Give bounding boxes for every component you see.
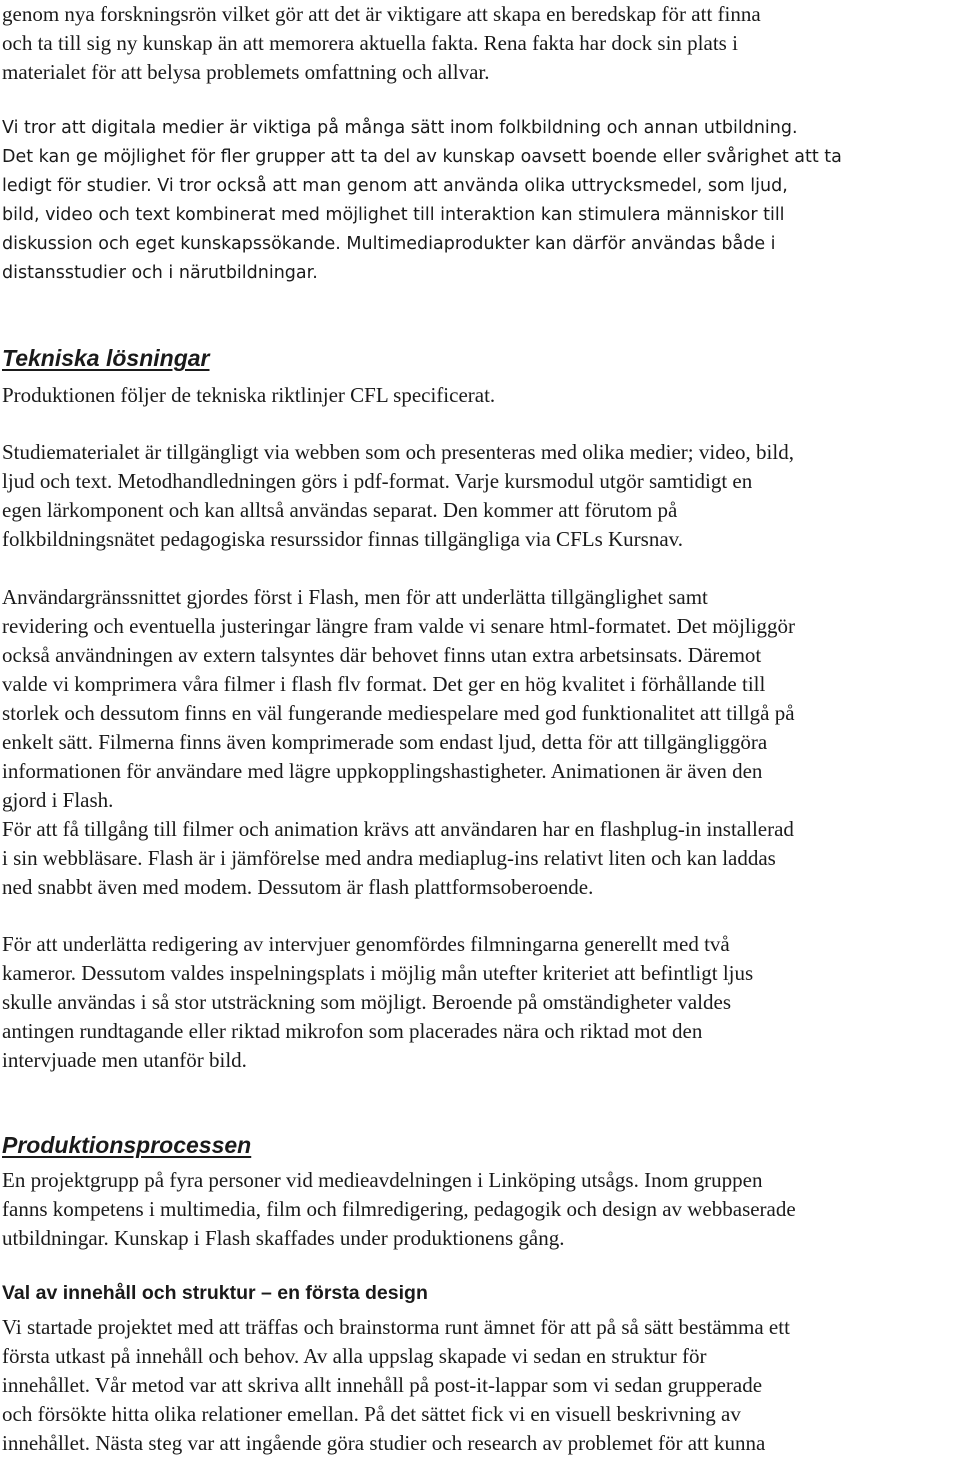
text-line: första utkast på innehåll och behov. Av alla uppslag skapade vi sedan en struktur för: [2, 1344, 707, 1368]
heading-val-av-innehall: Val av innehåll och struktur – en första design: [2, 1282, 428, 1304]
text-line: Användargränssnittet gjordes först i Flash, men för att underlätta tillgänglighet samt: [2, 585, 708, 609]
text-line: Vi startade projektet med att träffas och brainstorma runt ämnet för att på så sätt bestämma ett: [2, 1315, 790, 1339]
text-line: bild, video och text kombinerat med möjlighet till interaktion kan stimulera människor till: [2, 205, 785, 225]
text-line: informationen för användare med lägre uppkopplingshastigheter. Animationen är även den: [2, 759, 763, 783]
text-line: genom nya forskningsrön vilket gör att det är viktigare att skapa en beredskap för att finna: [2, 2, 761, 26]
paragraph-projektgrupp: [2, 1166, 960, 1253]
text-line: och försökte hitta olika relationer emellan. På det sättet fick vi en visuell beskrivning av: [2, 1402, 741, 1426]
paragraph-brainstorma: [2, 1313, 960, 1458]
text-line: ledigt för studier. Vi tror också att man genom att använda olika uttrycksmedel, som ljud,: [2, 176, 788, 196]
text-line: valde vi komprimera våra filmer i flash flv format. Det ger en hög kvalitet i förhållande till: [2, 672, 766, 696]
heading-tekniska-losningar: Tekniska lösningar: [2, 345, 210, 371]
text-line: gjord i Flash.: [2, 788, 114, 812]
text-line: folkbildningsnätet pedagogiska resurssidor finnas tillgängliga via CFLs Kursnav.: [2, 527, 684, 551]
text-line: i sin webbläsare. Flash är i jämförelse med andra mediaplug-ins relativt liten och kan laddas: [2, 846, 776, 870]
paragraph-anvandargranssnittet: [2, 583, 960, 902]
text-line: ljud och text. Metodhandledningen görs i pdf-format. Varje kursmodul utgör samtidigt en: [2, 469, 753, 493]
text-line: Studiematerialet är tillgängligt via webben som och presenteras med olika medier; video, bild,: [2, 440, 794, 464]
text-line: innehållet. Nästa steg var att ingående göra studier och research av problemet för att kunna: [2, 1431, 766, 1455]
text-line: ned snabbt även med modem. Dessutom är flash plattformsoberoende.: [2, 875, 594, 899]
text-line: intervjuade men utanför bild.: [2, 1048, 247, 1072]
text-line: För att underlätta redigering av intervjuer genomfördes filmningarna generellt med två: [2, 932, 730, 956]
heading-produktionsprocessen: Produktionsprocessen: [2, 1132, 252, 1158]
paragraph-digital-media: [2, 114, 960, 288]
text-line: En projektgrupp på fyra personer vid medieavdelningen i Linköping utsågs. Inom gruppen: [2, 1168, 763, 1192]
text-line: Produktionen följer de tekniska riktlinjer CFL specificerat.: [2, 383, 496, 407]
text-line: distansstudier och i närutbildningar.: [2, 263, 318, 283]
paragraph-intro-end: [2, 0, 960, 87]
paragraph-intervjuer: [2, 930, 960, 1075]
text-line: Vi tror att digitala medier är viktiga på många sätt inom folkbildning och annan utbildning.: [2, 118, 798, 138]
text-line: storlek och dessutom finns en väl fungerande mediespelare med god funktionalitet att tillgå på: [2, 701, 795, 725]
text-line: diskussion och eget kunskapssökande. Multimediaprodukter kan därför användas både i: [2, 234, 776, 254]
text-line: egen lärkomponent och kan alltså användas separat. Den kommer att förutom på: [2, 498, 678, 522]
paragraph-produktionen: [2, 381, 960, 410]
text-line: antingen rundtagande eller riktad mikrofon som placerades nära och riktad mot den: [2, 1019, 703, 1043]
text-line: enkelt sätt. Filmerna finns även komprimerade som endast ljud, detta för att tillgängliggöra: [2, 730, 768, 754]
text-line: skulle användas i så stor utsträckning som möjligt. Beroende på omständigheter valdes: [2, 990, 732, 1014]
text-line: kameror. Dessutom valdes inspelningsplats i möjlig mån utefter kriteriet att befintligt ljus: [2, 961, 754, 985]
text-line: också användningen av extern talsyntes där behovet finns utan extra arbetsinsats. Däremot: [2, 643, 762, 667]
text-line: För att få tillgång till filmer och animation krävs att användaren har en flashplug-in installerad: [2, 817, 794, 841]
text-line: Det kan ge möjlighet för fler grupper att ta del av kunskap oavsett boende eller svårighet att ta: [2, 147, 842, 167]
text-line: utbildningar. Kunskap i Flash skaffades under produktionens gång.: [2, 1226, 565, 1250]
paragraph-studiematerialet: [2, 438, 960, 554]
text-line: materialet för att belysa problemets omfattning och allvar.: [2, 60, 490, 84]
text-line: fanns kompetens i multimedia, film och filmredigering, pedagogik och design av webbaserade: [2, 1197, 796, 1221]
text-line: revidering och eventuella justeringar längre fram valde vi senare html-formatet. Det möjliggör: [2, 614, 796, 638]
text-line: och ta till sig ny kunskap än att memorera aktuella fakta. Rena fakta har dock sin plats i: [2, 31, 738, 55]
text-line: innehållet. Vår metod var att skriva allt innehåll på post-it-lappar som vi sedan grupperade: [2, 1373, 763, 1397]
